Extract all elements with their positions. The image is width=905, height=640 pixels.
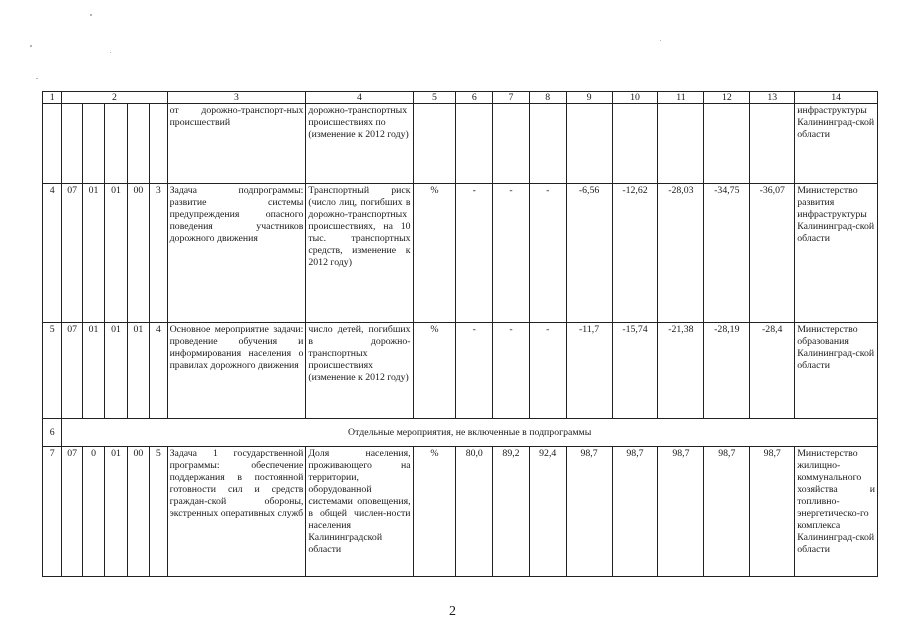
row-number: 7 — [43, 447, 62, 577]
value-cell: -11,7 — [566, 323, 612, 419]
header-cell-9: 9 — [566, 92, 612, 104]
value-cell: - — [456, 184, 493, 323]
table-row — [43, 184, 878, 323]
code-cell — [105, 104, 127, 184]
table-row — [43, 104, 878, 184]
value-cell: -28,03 — [658, 184, 704, 323]
value-cell: -15,74 — [612, 323, 658, 419]
value-cell: - — [456, 323, 493, 419]
header-cell-6: 6 — [456, 92, 493, 104]
value-cell: - — [493, 184, 530, 323]
value-cell: 98,7 — [612, 447, 658, 577]
table-row — [43, 323, 878, 419]
value-cell: 98,7 — [750, 447, 795, 577]
row-number: 6 — [43, 419, 62, 447]
value-cell — [493, 104, 530, 184]
value-cell: 98,7 — [658, 447, 704, 577]
header-row — [43, 92, 878, 104]
value-cell: -6,56 — [566, 184, 612, 323]
unit-cell: % — [413, 323, 456, 419]
header-cell-3: 3 — [167, 92, 306, 104]
indicator-cell: Доля населения, проживающего на территории, оборудованной системами оповещения, в общей числен-ности населения Калининградской области — [306, 447, 413, 577]
value-cell: - — [529, 184, 566, 323]
code-cell: 3 — [150, 184, 167, 323]
scan-speck — [30, 45, 32, 47]
code-cell — [82, 104, 104, 184]
code-cell: 07 — [62, 184, 82, 323]
task-cell: Задача 1 государственной программы: обеспечение поддержания в постоянной готовности сил и средств граждан-ской обороны, экстренных оперативных служб — [167, 447, 306, 577]
header-cell-12: 12 — [704, 92, 750, 104]
code-cell — [127, 104, 149, 184]
value-cell: - — [493, 323, 530, 419]
code-cell — [62, 104, 82, 184]
value-cell — [456, 104, 493, 184]
value-cell: 89,2 — [493, 447, 530, 577]
indicator-cell: дорожно-транспортных происшествиях по (изменение к 2012 году) — [306, 104, 413, 184]
executor-cell: Министерство жилищно-коммунального хозяйства и топливно-энергетическо-го комплекса Калининград-ской области — [795, 447, 878, 577]
task-cell: Основное мероприятие задачи: проведение обучения и информирования населения о правилах дорожного движения — [167, 323, 306, 419]
value-cell: 92,4 — [529, 447, 566, 577]
header-cell-5: 5 — [413, 92, 456, 104]
scan-speck — [36, 78, 38, 79]
header-cell-1: 1 — [43, 92, 62, 104]
code-cell: 01 — [105, 184, 127, 323]
indicators-table — [42, 91, 878, 577]
value-cell: -34,75 — [704, 184, 750, 323]
value-cell — [612, 104, 658, 184]
value-cell: -28,19 — [704, 323, 750, 419]
value-cell: - — [529, 323, 566, 419]
executor-cell: Министерство образования Калининград-ской области — [795, 323, 878, 419]
row-number: 5 — [43, 323, 62, 419]
executor-cell: инфраструктуры Калининград-ской области — [795, 104, 878, 184]
code-cell: 01 — [127, 323, 149, 419]
code-cell: 07 — [62, 323, 82, 419]
value-cell: -36,07 — [750, 184, 795, 323]
code-cell: 00 — [127, 184, 149, 323]
value-cell — [750, 104, 795, 184]
indicator-cell: Транспортный риск (число лиц, погибших в дорожно-транспортных происшествиях, на 10 тыс. транспортных средств, изменение к 2012 году) — [306, 184, 413, 323]
task-cell: от дорожно-транспорт-ных происшествий — [167, 104, 306, 184]
task-cell: Задача подпрограммы: развитие системы предупреждения опасного поведения участников дорожного движения — [167, 184, 306, 323]
section-row — [43, 419, 878, 447]
unit-cell: % — [413, 184, 456, 323]
value-cell: 80,0 — [456, 447, 493, 577]
code-cell — [150, 104, 167, 184]
value-cell: -28,4 — [750, 323, 795, 419]
code-cell: 01 — [82, 323, 104, 419]
header-cell-4: 4 — [306, 92, 413, 104]
code-cell: 01 — [105, 447, 127, 577]
value-cell — [566, 104, 612, 184]
executor-cell: Министерство развития инфраструктуры Калининград-ской области — [795, 184, 878, 323]
value-cell: -12,62 — [612, 184, 658, 323]
unit-cell: % — [413, 447, 456, 577]
header-cell-11: 11 — [658, 92, 704, 104]
code-cell: 5 — [150, 447, 167, 577]
header-cell-10: 10 — [612, 92, 658, 104]
scan-speck — [90, 14, 92, 16]
table-row — [43, 447, 878, 577]
header-cell-7: 7 — [493, 92, 530, 104]
code-cell: 01 — [82, 184, 104, 323]
page-number: 2 — [449, 604, 456, 619]
section-title: Отдельные мероприятия, не включенные в подпрограммы — [62, 419, 878, 447]
unit-cell — [413, 104, 456, 184]
header-cell-14: 14 — [795, 92, 878, 104]
code-cell: 01 — [105, 323, 127, 419]
value-cell: -21,38 — [658, 323, 704, 419]
code-cell: 4 — [150, 323, 167, 419]
scan-speck — [660, 40, 661, 41]
code-cell: 07 — [62, 447, 82, 577]
header-cell-8: 8 — [529, 92, 566, 104]
value-cell: 98,7 — [566, 447, 612, 577]
scan-speck — [110, 52, 111, 53]
value-cell — [658, 104, 704, 184]
indicator-cell: число детей, погибших в дорожно-транспортных происшествиях (изменение к 2012 году) — [306, 323, 413, 419]
code-cell: 00 — [127, 447, 149, 577]
value-cell: 98,7 — [704, 447, 750, 577]
header-cell-2: 2 — [62, 92, 167, 104]
row-number: 4 — [43, 184, 62, 323]
value-cell — [529, 104, 566, 184]
row-number — [43, 104, 62, 184]
code-cell: 0 — [82, 447, 104, 577]
value-cell — [704, 104, 750, 184]
header-cell-13: 13 — [750, 92, 795, 104]
